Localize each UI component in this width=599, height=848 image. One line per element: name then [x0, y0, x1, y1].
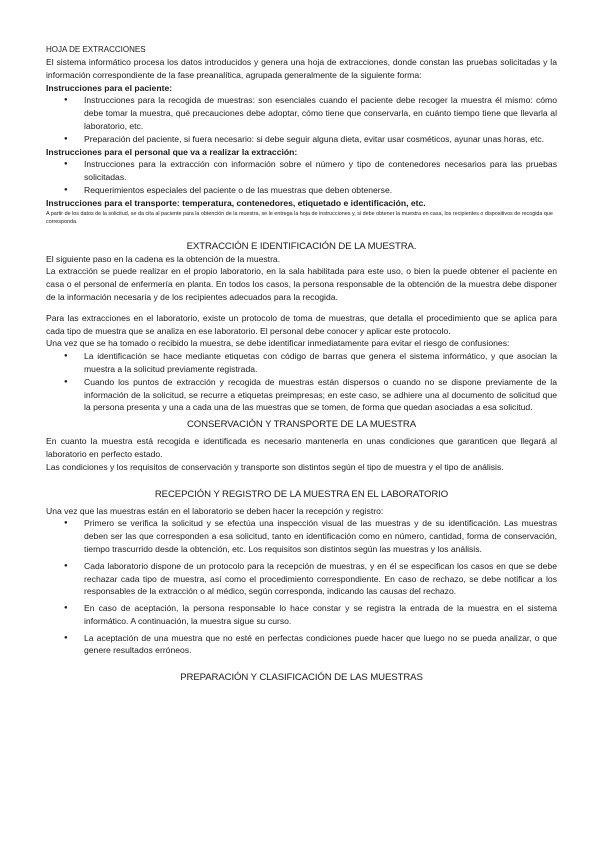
- list-item: ● Preparación del paciente, si fuera necesario: si debe seguir alguna dieta, evitar usar cosméticos, ayunar unas horas, etc.: [46, 133, 557, 146]
- hoja-note: A partir de los datos de la solicitud, se da cita al paciente para la obtención de la muestra, se le entrega la hoja de instrucciones y, si debe obtener la muestra en casa, los recipientes o dispositivos de recogida que corresponda.: [46, 210, 553, 225]
- hoja-intro: El sistema informático procesa los datos introducidos y genera una hoja de extracciones, donde constan las pruebas solicitadas y la información correspondiente de la fase preanalítica, agrupada generalmente de la siguiente forma:: [46, 57, 557, 80]
- transporte-line: Instrucciones para el transporte: temperatura, contenedores, etiquetado e identificación, etc.: [46, 197, 426, 208]
- section-title-hoja: HOJA DE EXTRACCIONES: [46, 45, 146, 54]
- list-item: ● Cuando los puntos de extracción y recogida de muestras están dispersos o cuando no se dispone previamente de la información de la solicitud, se recurre a etiquetas preimpresas; en este caso, se adhiere una al documento de solicitud que la persona presenta y una a cada una de las muestras que se tomen, de forma que quedan asociadas a esa solicitud.: [46, 376, 557, 414]
- recepcion-list: [46, 517, 557, 657]
- list-item: ● La aceptación de una muestra que no esté en perfectas condiciones puede hacer que luego no se pueda analizar, o que genere resultados erróneos.: [46, 632, 557, 658]
- section-heading-preparacion: PREPARACIÓN Y CLASIFICACIÓN DE LAS MUESTRAS: [180, 672, 423, 684]
- list-item: ● Requerimientos especiales del paciente o de las muestras que deben obtenerse.: [46, 184, 557, 197]
- conservacion-p2: Las condiciones y los requisitos de conservación y transporte son distintos según el tipo de muestra y el tipo de análisis.: [46, 461, 504, 472]
- section-heading-extraccion: EXTRACCIÓN E IDENTIFICACIÓN DE LA MUESTRA.: [186, 240, 417, 252]
- list-item: ● Cada laboratorio dispone de un protocolo para la recepción de muestras, y en él se especifican los casos en que se debe rechazar cada tipo de muestra, así como el procedimiento correspondiente. En caso de rechazo, se debe notificar a los responsables de la extracción o al médico, según corresponda, indicando las causas del rechazo.: [46, 560, 557, 598]
- paciente-list: [46, 94, 557, 145]
- section-heading-recepcion: RECEPCIÓN Y REGISTRO DE LA MUESTRA EN EL LABORATORIO: [154, 488, 449, 500]
- extraccion-p2: La extracción se puede realizar en el propio laboratorio, en la sala habilitada para este uso, o bien la puede obtener el paciente en casa o el personal de enfermería en planta. En todos los casos, la persona responsable de la obtención de la muestra debe disponer de la información necesaria y de los recipientes adecuados para la recogida.: [46, 266, 557, 302]
- list-item: ● La identificación se hace mediante etiquetas con código de barras que genera el sistema informático, y que asocian la muestra a la solicitud previamente registrada.: [46, 350, 557, 376]
- paciente-heading: Instrucciones para el paciente:: [46, 82, 173, 93]
- extraccion-p1: El siguiente paso en la cadena es la obtención de la muestra.: [46, 253, 281, 264]
- conservacion-p1: En cuanto la muestra está recogida e identificada es necesario mantenerla en unas condiciones que garanticen que llegará al laboratorio en perfecto estado.: [46, 436, 557, 459]
- personal-heading: Instrucciones para el personal que va a realizar la extracción:: [46, 146, 298, 157]
- recepcion-p1: Una vez que las muestras están en el laboratorio se deben hacer la recepción y registro:: [46, 505, 384, 516]
- personal-list: [46, 158, 557, 196]
- extraccion-p3: Para las extracciones en el laboratorio, existe un protocolo de toma de muestras, que detalla el procedimiento que se aplica para cada tipo de muestra que se analiza en ese laboratorio. El personal debe conocer y aplicar este protocolo.: [46, 312, 557, 336]
- list-item: ● En caso de aceptación, la persona responsable lo hace constar y se registra la entrada de la muestra en el sistema informático. A continuación, la muestra sigue su curso.: [46, 602, 557, 628]
- list-item: ● Primero se verifica la solicitud y se efectúa una inspección visual de las muestras y de su identificación. Las muestras deben ser las que corresponden a esa solicitud, tanto en identificación como en número, cantidad, forma de conservación, tiempo trascurrido desde la obtención, etc. Los requisitos son distintos según las muestras y los análisis.: [46, 517, 557, 555]
- extraccion-list: [46, 350, 557, 414]
- extraccion-p4: Una vez que se ha tomado o recibido la muestra, se debe identificar inmediatamente para evitar el riesgo de confusiones:: [46, 338, 510, 349]
- list-item: ● Instrucciones para la extracción con información sobre el número y tipo de contenedores necesarios para las pruebas solicitadas.: [46, 158, 557, 184]
- list-item: ● Instrucciones para la recogida de muestras: son esenciales cuando el paciente debe recoger la muestra él mismo: cómo debe tomar la muestra, qué precauciones debe adoptar, cómo tiene que conservarla, en cuánto tiempo tiene que llevarla al laboratorio, etc.: [46, 94, 557, 132]
- section-heading-conservacion: CONSERVACIÓN Y TRANSPORTE DE LA MUESTRA: [186, 419, 417, 431]
